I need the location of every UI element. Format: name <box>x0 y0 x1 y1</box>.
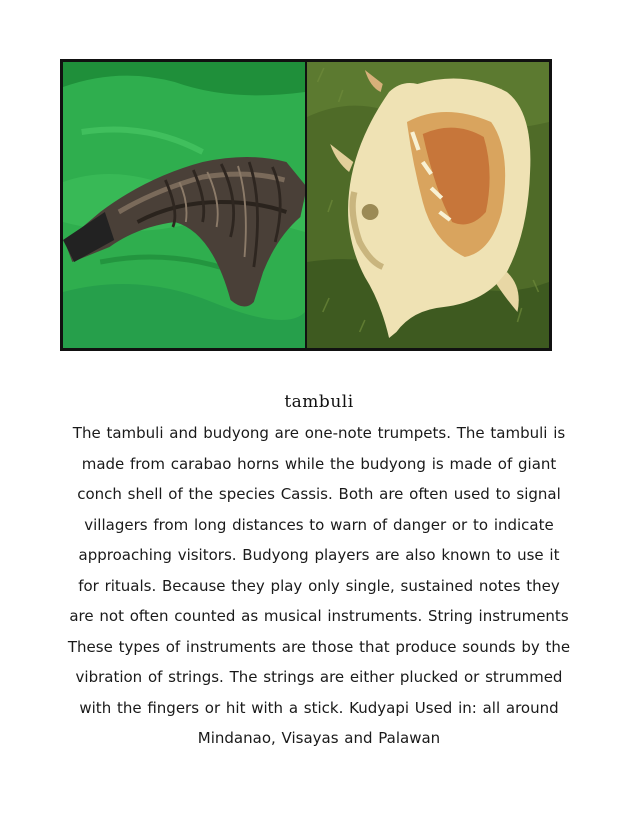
budyong-conch-photo <box>307 62 549 348</box>
section-heading: tambuli <box>284 392 354 412</box>
instrument-photos <box>60 59 552 351</box>
body-paragraph: The tambuli and budyong are one-note trumpets. The tambuli is made from carabao horns while the budyong is made of giant conch shell of the species Cassis. Both are often used to signal villagers from long distances to warn of danger or to indicate approaching visitors. Budyong players are also known to use it for rituals. Because they play only single, sustained notes they are not often counted as musical instruments. String instruments These types of instruments are those that produce sounds by the vibration of strings. The strings are either plucked or strummed with the fingers or hit with a stick. Kudyapi Used in: all around Mindanao, Visayas and Palawan <box>67 424 571 747</box>
tambuli-horn-photo <box>63 62 305 348</box>
